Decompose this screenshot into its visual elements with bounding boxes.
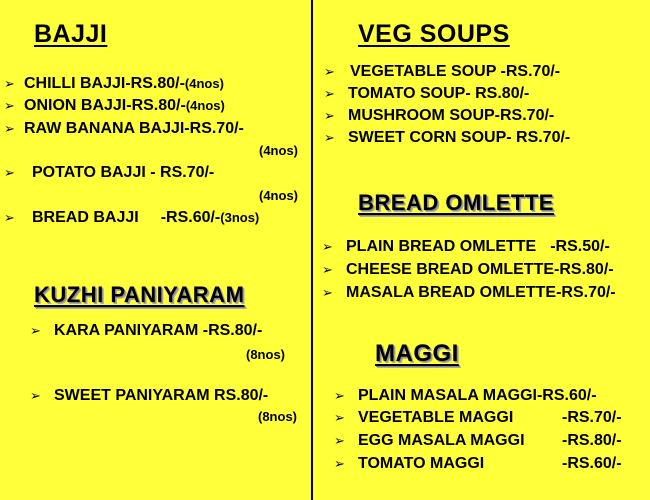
menu-item: ➢ CHEESE BREAD OMLETTE-RS.80/-: [322, 261, 614, 278]
menu-item: ➢ EGG MASALA MAGGI -RS.80/-: [334, 432, 622, 449]
menu-item: ➢ SWEET PANIYARAM RS.80/-: [30, 387, 269, 404]
menu-item: ➢ PLAIN MASALA MAGGI-RS.60/-: [334, 387, 597, 404]
arrow-bullet-icon: ➢: [322, 239, 333, 254]
column-divider: [311, 0, 313, 500]
arrow-bullet-icon: ➢: [334, 410, 345, 425]
arrow-bullet-icon: ➢: [4, 98, 15, 113]
arrow-bullet-icon: ➢: [30, 388, 41, 403]
arrow-bullet-icon: ➢: [30, 323, 41, 338]
quantity-note: (4nos): [259, 143, 298, 158]
menu-item: ➢ POTATO BAJJI - RS.70/-: [4, 164, 215, 181]
menu-item: ➢ TOMATO SOUP- RS.80/-: [324, 85, 530, 102]
kuzhi-paniyaram-heading: KUZHI PANIYARAM: [34, 282, 245, 307]
quantity-note: (4nos): [259, 188, 298, 203]
arrow-bullet-icon: ➢: [4, 121, 15, 136]
arrow-bullet-icon: ➢: [324, 86, 335, 101]
menu-item: ➢ SWEET CORN SOUP- RS.70/-: [324, 129, 571, 146]
menu-item: ➢ BREAD BAJJI -RS.60/-(3nos): [4, 209, 260, 226]
arrow-bullet-icon: ➢: [324, 108, 335, 123]
arrow-bullet-icon: ➢: [324, 64, 335, 79]
menu-item: ➢ PLAIN BREAD OMLETTE -RS.50/-: [322, 238, 610, 255]
arrow-bullet-icon: ➢: [324, 130, 335, 145]
arrow-bullet-icon: ➢: [4, 165, 15, 180]
menu-item: ➢ ONION BAJJI-RS.80/-(4nos): [4, 97, 225, 114]
arrow-bullet-icon: ➢: [334, 433, 345, 448]
bajji-heading: BAJJI: [34, 20, 108, 48]
menu-item: ➢ MASALA BREAD OMLETTE-RS.70/-: [322, 284, 616, 301]
arrow-bullet-icon: ➢: [4, 76, 15, 91]
menu-item: ➢ CHILLI BAJJI-RS.80/-(4nos): [4, 75, 224, 92]
menu-item: ➢ MUSHROOM SOUP-RS.70/-: [324, 107, 555, 124]
arrow-bullet-icon: ➢: [334, 388, 345, 403]
arrow-bullet-icon: ➢: [322, 262, 333, 277]
menu-item: ➢ RAW BANANA BAJJI-RS.70/-: [4, 120, 244, 137]
menu-item: ➢ VEGETABLE MAGGI -RS.70/-: [334, 409, 622, 426]
quantity-note: (8nos): [246, 347, 285, 362]
menu-item: ➢ TOMATO MAGGI -RS.60/-: [334, 455, 622, 472]
maggi-heading: MAGGI: [375, 340, 459, 367]
bread-omlette-heading: BREAD OMLETTE: [358, 190, 554, 215]
arrow-bullet-icon: ➢: [322, 285, 333, 300]
menu-item: ➢ KARA PANIYARAM -RS.80/-: [30, 322, 263, 339]
arrow-bullet-icon: ➢: [334, 456, 345, 471]
menu-item: ➢ VEGETABLE SOUP -RS.70/-: [324, 63, 561, 80]
quantity-note: (8nos): [258, 409, 297, 424]
arrow-bullet-icon: ➢: [4, 210, 15, 225]
veg-soups-heading: VEG SOUPS: [358, 20, 510, 48]
